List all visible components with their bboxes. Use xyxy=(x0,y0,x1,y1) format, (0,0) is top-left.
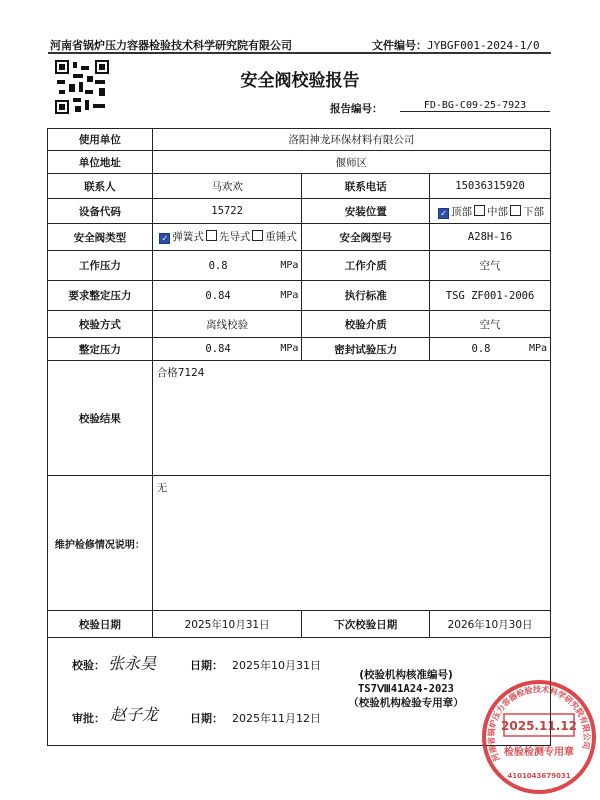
label-cm: 校验介质 xyxy=(302,311,430,338)
option-top: 顶部 xyxy=(451,205,473,218)
label-date: 校验日期 xyxy=(48,611,153,638)
value-next: 2026年10月30日 xyxy=(430,611,551,638)
option-pilot: 先导式 xyxy=(218,231,251,243)
label-type: 安全阀类型 xyxy=(48,224,153,251)
label-std: 执行标准 xyxy=(302,281,430,311)
value-addr: 偃师区 xyxy=(152,151,550,174)
value-date: 2025年10月31日 xyxy=(152,611,302,638)
official-stamp xyxy=(480,678,598,796)
org-name: 河南省锅炉压力容器检验技术科学研究院有限公司 xyxy=(50,39,292,52)
approve-label: 审批： xyxy=(72,712,105,725)
label-user: 使用单位 xyxy=(48,129,153,151)
value-wm: 空气 xyxy=(430,251,551,281)
label-sp: 整定压力 xyxy=(48,338,153,361)
value-rsp: 0.84 xyxy=(205,289,231,302)
checkbox-spring[interactable]: ✓ xyxy=(159,233,170,244)
org-box xyxy=(338,668,474,710)
file-no-label: 文件编号： xyxy=(372,39,427,52)
label-addr: 单位地址 xyxy=(48,151,153,174)
value-seal: 0.8 xyxy=(471,343,491,355)
option-spring: 弹簧式 xyxy=(172,231,204,243)
value-contact: 马欢欢 xyxy=(152,174,302,199)
check-label: 校验： xyxy=(72,659,105,672)
stamp-label: 检验检测专用章 xyxy=(504,747,574,758)
label-model: 安全阀型号 xyxy=(302,224,430,251)
value-user: 洛阳神龙环保材料有限公司 xyxy=(152,129,550,151)
check-date: 2025年10月31日 xyxy=(232,659,321,672)
value-code: 15722 xyxy=(152,199,302,224)
option-middle: 中部 xyxy=(487,205,509,218)
checkbox-pilot[interactable] xyxy=(206,230,217,241)
org-box-line2: TS7Ⅷ41A24-2023 xyxy=(357,683,454,695)
file-no: JYBGF001-2024-1/0 xyxy=(427,39,540,52)
checkbox-middle[interactable] xyxy=(474,205,485,216)
checkbox-weight[interactable] xyxy=(252,230,263,241)
value-maint: 无 xyxy=(152,476,550,611)
label-result: 校验结果 xyxy=(48,361,153,476)
org-box-line1: (校验机构核准编号) xyxy=(359,669,453,681)
value-model: A28H-16 xyxy=(430,224,551,251)
value-cm: 空气 xyxy=(430,311,551,338)
page-title: 安全阀校验报告 xyxy=(240,71,360,91)
label-code: 设备代码 xyxy=(48,199,153,224)
unit: MPa xyxy=(280,343,299,354)
value-wp: 0.8 xyxy=(208,259,228,272)
report-no-label: 报告编号： xyxy=(330,103,383,115)
label-method: 校验方式 xyxy=(48,311,153,338)
checkbox-top[interactable]: ✓ xyxy=(438,208,449,219)
value-std: TSG ZF001-2006 xyxy=(430,281,551,311)
approve-signature: 赵子龙 xyxy=(110,705,159,724)
label-seal: 密封试验压力 xyxy=(302,338,430,361)
unit: MPa xyxy=(280,259,299,271)
label-contact: 联系人 xyxy=(48,174,153,199)
option-weight: 重锤式 xyxy=(265,231,297,243)
value-sp: 0.84 xyxy=(205,343,231,355)
label-rsp: 要求整定压力 xyxy=(48,281,153,311)
label-phone: 联系电话 xyxy=(302,174,430,199)
value-method: 离线校验 xyxy=(152,311,302,338)
org-box-line3: （校验机构检验专用章） xyxy=(348,697,464,709)
unit: MPa xyxy=(280,289,299,301)
stamp-ring-text: 河南省锅炉压力容器检验技术科学研究院有限公司 xyxy=(486,684,592,763)
type-options xyxy=(152,224,302,251)
option-bottom: 下部 xyxy=(523,205,545,218)
label-next: 下次校验日期 xyxy=(302,611,430,638)
approve-date: 2025年11月12日 xyxy=(232,712,321,725)
label-pos: 安装位置 xyxy=(302,199,430,224)
checkbox-bottom[interactable] xyxy=(510,205,521,216)
stamp-number: 4101043679031 xyxy=(507,772,571,780)
check-signature: 张永昊 xyxy=(108,654,157,673)
approve-date-label: 日期： xyxy=(190,712,223,725)
label-wm: 工作介质 xyxy=(302,251,430,281)
report-no: FD-BG-C09-25-7923 xyxy=(400,100,550,112)
pos-options xyxy=(430,199,551,224)
label-wp: 工作压力 xyxy=(48,251,153,281)
stamp-date: 2025.11.12 xyxy=(501,719,577,733)
label-maint: 维护检修情况说明： xyxy=(48,476,153,611)
value-result: 合格7124 xyxy=(152,361,550,476)
unit: MPa xyxy=(528,343,547,354)
check-date-label: 日期： xyxy=(190,659,223,672)
value-phone: 15036315920 xyxy=(430,174,551,199)
